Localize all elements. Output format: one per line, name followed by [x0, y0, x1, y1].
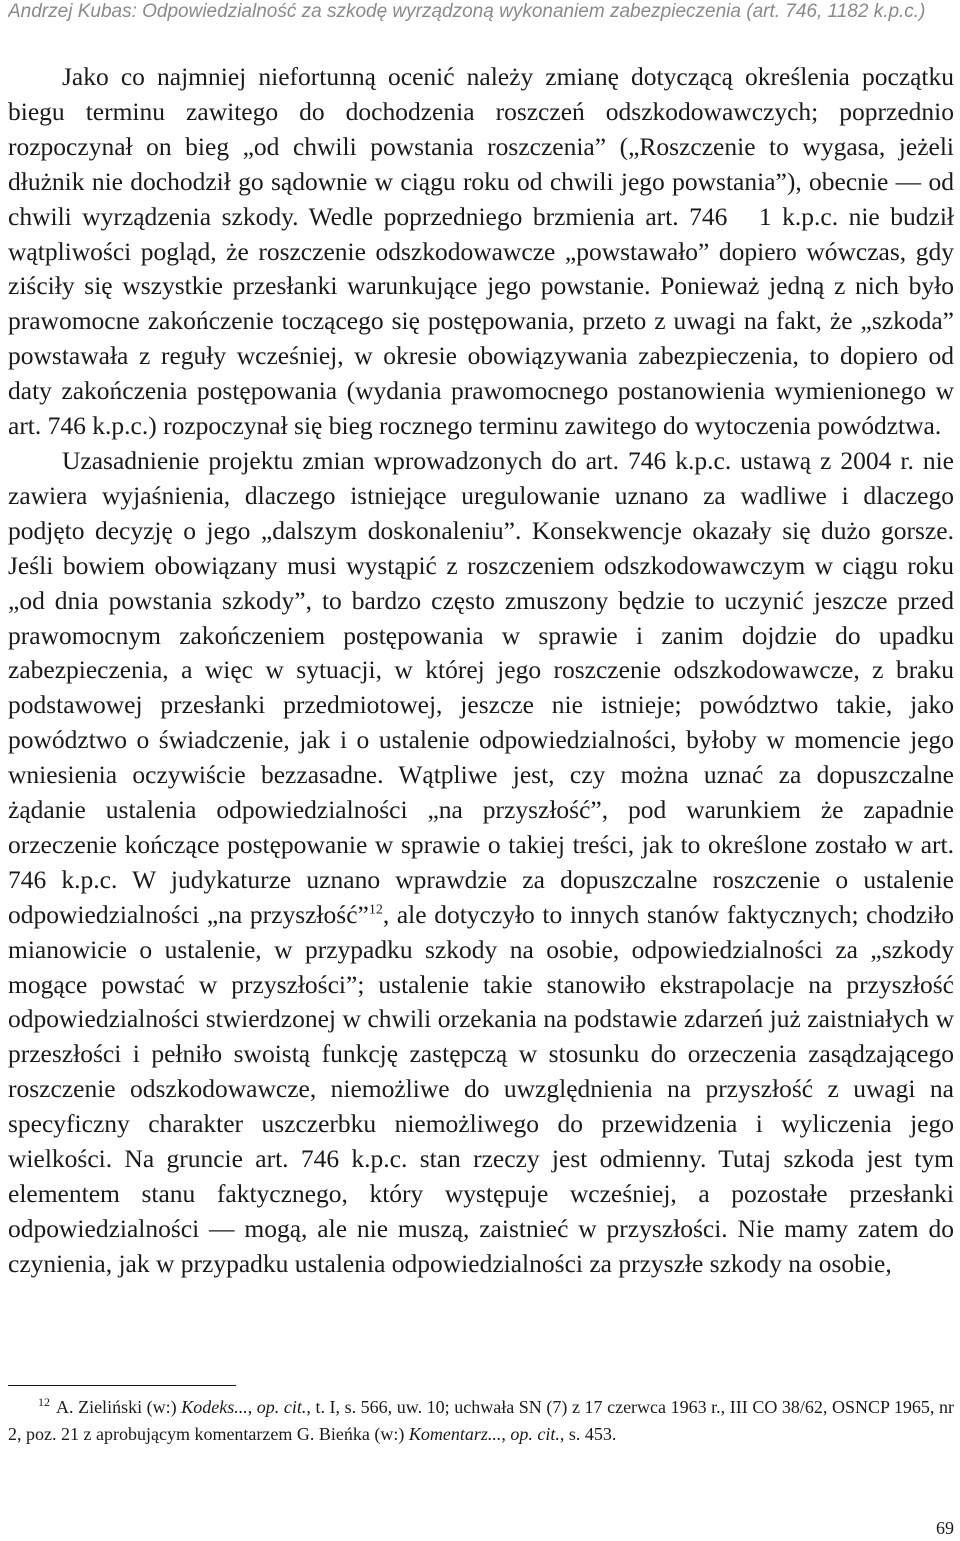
- footnote-reference[interactable]: 12: [368, 902, 383, 918]
- page-number: 69: [936, 1518, 954, 1538]
- main-text: [8, 60, 954, 1282]
- footnote-number: 12: [38, 1395, 50, 1409]
- running-header: Andrzej Kubas: Odpowiedzialność za szkodę wyrządzoną wykonaniem zabezpieczenia (art. 746, 1182 k.p.c.): [8, 1, 926, 22]
- footnote-12: $^{12}$ A. Zieliński (w:) Kodeks..., op. cit., t. I, s. 566, uw. 10; uchwała SN (7) z 17 czerwca 1963 r., III CO 38/62, OSNCP 1965, nr 2, poz. 21 z aprobującym komentarzem G. Bieńka (w:) Komentarz..., op. cit., s. 453.: [8, 1395, 954, 1444]
- paragraph-1: Jako co najmniej niefortunną ocenić należy zmianę dotyczącą określenia początku biegu terminu zawitego do dochodzenia roszczeń odszkodowawczych; poprzednio rozpoczynał on bieg „od chwili powstania roszczenia” („Roszczenie to wygasa, jeżeli dłużnik nie dochodził go sądownie w ciągu roku od chwili jego powstania”), obecnie — od chwili wyrządzenia szkody. Wedle poprzedniego brzmienia art. 746 1 k.p.c. nie budził wątpliwości pogląd, że roszczenie odszkodowawcze „powstawało” dopiero wówczas, gdy ziściły się wszystkie przesłanki warunkujące jego powstanie. Ponieważ jedną z nich było prawomocne zakończenie toczącego się postępowania, przeto z uwagi na fakt, że „szkoda” powstawała z reguły wcześniej, w okresie obowiązywania zabezpieczenia, to dopiero od daty zakończenia postępowania (wydania prawomocnego postanowienia wymienionego w art. 746 k.p.c.) rozpoczynał się bieg rocznego terminu zawitego do wytoczenia powództwa.: [8, 62, 954, 441]
- paragraph-2: Uzasadnienie projektu zmian wprowadzonych do art. 746 k.p.c. ustawą z 2004 r. nie zawiera wyjaśnienia, dlaczego istniejące uregulowanie uznano za wadliwe i dlaczego podjęto decyzję o jego „dalszym doskonaleniu”. Konsekwencje okazały się dużo gorsze. Jeśli bowiem obowiązany musi wystąpić z roszczeniem odszkodowawczym w ciągu roku „od dnia powstania szkody”, to bardzo często zmuszony będzie to uczynić jeszcze przed prawomocnym zakończeniem postępowania w sprawie i zanim dojdzie do upadku zabezpieczenia, a więc w sytuacji, w której jego roszczenie odszkodowawcze, z braku podstawowej przesłanki przedmiotowej, jeszcze nie istnieje; powództwo takie, jako powództwo o świadczenie, jak i o ustalenie odpowiedzialności, byłoby w momencie jego wniesienia oczywiście bezzasadne. Wątpliwe jest, czy można uznać za dopuszczalne żądanie ustalenia odpowiedzialności „na przyszłość”, pod warunkiem że zapadnie orzeczenie kończące postępowanie w sprawie o takiej treści, jak to określone zostało w art. 746 k.p.c. W judykaturze uznano wprawdzie za dopuszczalne roszczenie o ustalenie odpowiedzialności „na przyszłość”$^{12}$, ale dotyczyło to innych stanów faktycznych; chodziło mianowicie o ustalenie, w przypadku szkody na osobie, odpowiedzialności za „szkody mogące powstać w przyszłości”; ustalenie takie stanowiło ekstrapolacje na przyszłość odpowiedzialności stwierdzonej w chwili orzekania na podstawie zdarzeń już zaistniałych w przeszłości i pełniło swoistą funkcję zastępczą w stosunku do orzeczenia zasądzającego roszczenie odszkodowawcze, niemożliwe do uwzględnienia na przyszłość z uwagi na specyficzny charakter uszczerbku niemożliwego do przewidzenia i wyliczenia jego wielkości. Na gruncie art. 746 k.p.c. stan rzeczy jest odmienny. Tutaj szkoda jest tym elementem stanu faktycznego, który występuje wcześniej, a pozostałe przesłanki odpowiedzialności — mogą, ale nie muszą, zaistnieć w przyszłości. Nie mamy zatem do czynienia, jak w przypadku ustalenia odpowiedzialności za przyszłe szkody na osobie,: [8, 445, 954, 1278]
- footnote-separator: [8, 1385, 236, 1386]
